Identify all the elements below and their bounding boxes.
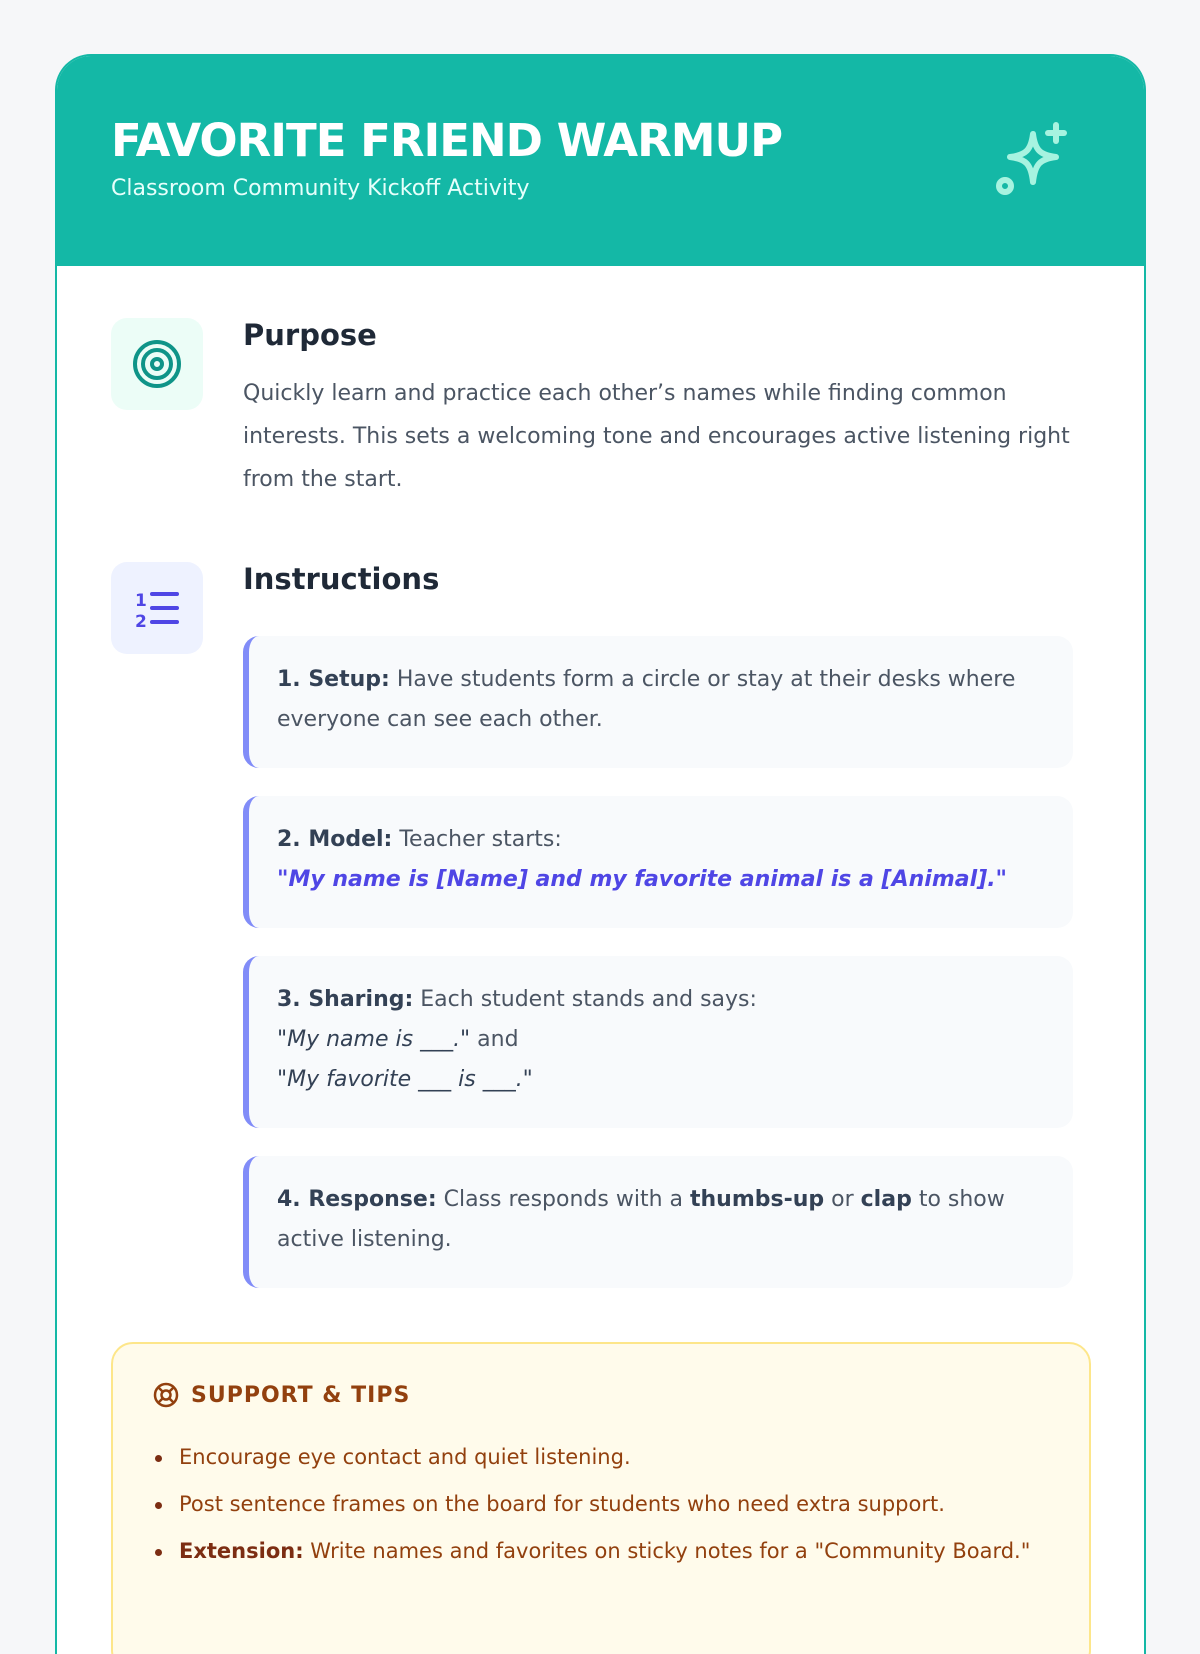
list-item — [153, 1481, 1073, 1528]
instructions-icon-tile — [111, 562, 203, 654]
purpose-title: Purpose — [243, 318, 377, 352]
lifebuoy-icon — [153, 1382, 179, 1408]
step-label: 4. Response: — [277, 1187, 437, 1212]
target-icon — [131, 338, 183, 390]
list-item — [153, 1528, 1073, 1575]
step-text: Teacher starts: — [392, 827, 562, 852]
instruction-step-response — [243, 1156, 1073, 1288]
step-label: 3. Sharing: — [277, 987, 414, 1012]
tips-title: SUPPORT & TIPS — [191, 1382, 411, 1408]
list-item — [153, 1434, 1073, 1481]
purpose-text: Quickly learn and practice each other’s names while finding common interests. This sets a welcoming tone and encourages active listening right from the start. — [243, 381, 1070, 492]
step-text: or — [824, 1187, 861, 1212]
purpose-icon-tile — [111, 318, 203, 410]
sentence-frame-favorite: "My favorite ___ is ___." — [277, 1067, 533, 1092]
svg-text:1: 1 — [135, 591, 147, 611]
response-option-clap: clap — [860, 1187, 912, 1212]
step-label: 1. Setup: — [277, 667, 390, 692]
response-option-thumbs-up: thumbs-up — [689, 1187, 825, 1212]
tip-text: Write names and favorites on sticky notes for a "Community Board." — [303, 1539, 1031, 1563]
model-quote: "My name is [Name] and my favorite animal is a [Animal]." — [277, 867, 1008, 892]
page-title: FAVORITE FRIEND WARMUP — [111, 114, 783, 167]
step-text: Have students form a circle or stay at their desks where everyone can see each other. — [277, 667, 1016, 732]
numbered-list-icon — [133, 584, 181, 632]
tip-label: Extension: — [179, 1539, 304, 1563]
step-label: 2. Model: — [277, 827, 393, 852]
activity-card — [55, 54, 1146, 1654]
instructions-title: Instructions — [243, 562, 440, 596]
step-text: Class responds with a — [436, 1187, 690, 1212]
page-subtitle: Classroom Community Kickoff Activity — [111, 176, 530, 201]
svg-text:2: 2 — [135, 612, 147, 632]
tips-header — [153, 1382, 410, 1408]
instruction-step-sharing — [243, 956, 1073, 1128]
sentence-frame-name: "My name is ___." — [277, 1027, 471, 1052]
instruction-step-model — [243, 796, 1073, 928]
tip-text: Encourage eye contact and quiet listening. — [179, 1445, 631, 1469]
tip-text: Post sentence frames on the board for students who need extra support. — [179, 1492, 945, 1516]
sparkles-icon — [992, 120, 1074, 202]
card-header — [57, 56, 1144, 266]
instruction-step-setup — [243, 636, 1073, 768]
step-text: Each student stands and says: — [413, 987, 757, 1012]
tips-list — [153, 1434, 1073, 1575]
sentence-frame-connector: and — [470, 1027, 519, 1052]
step-text: to show active listening. — [277, 1187, 1005, 1252]
support-tips-box — [111, 1342, 1091, 1654]
